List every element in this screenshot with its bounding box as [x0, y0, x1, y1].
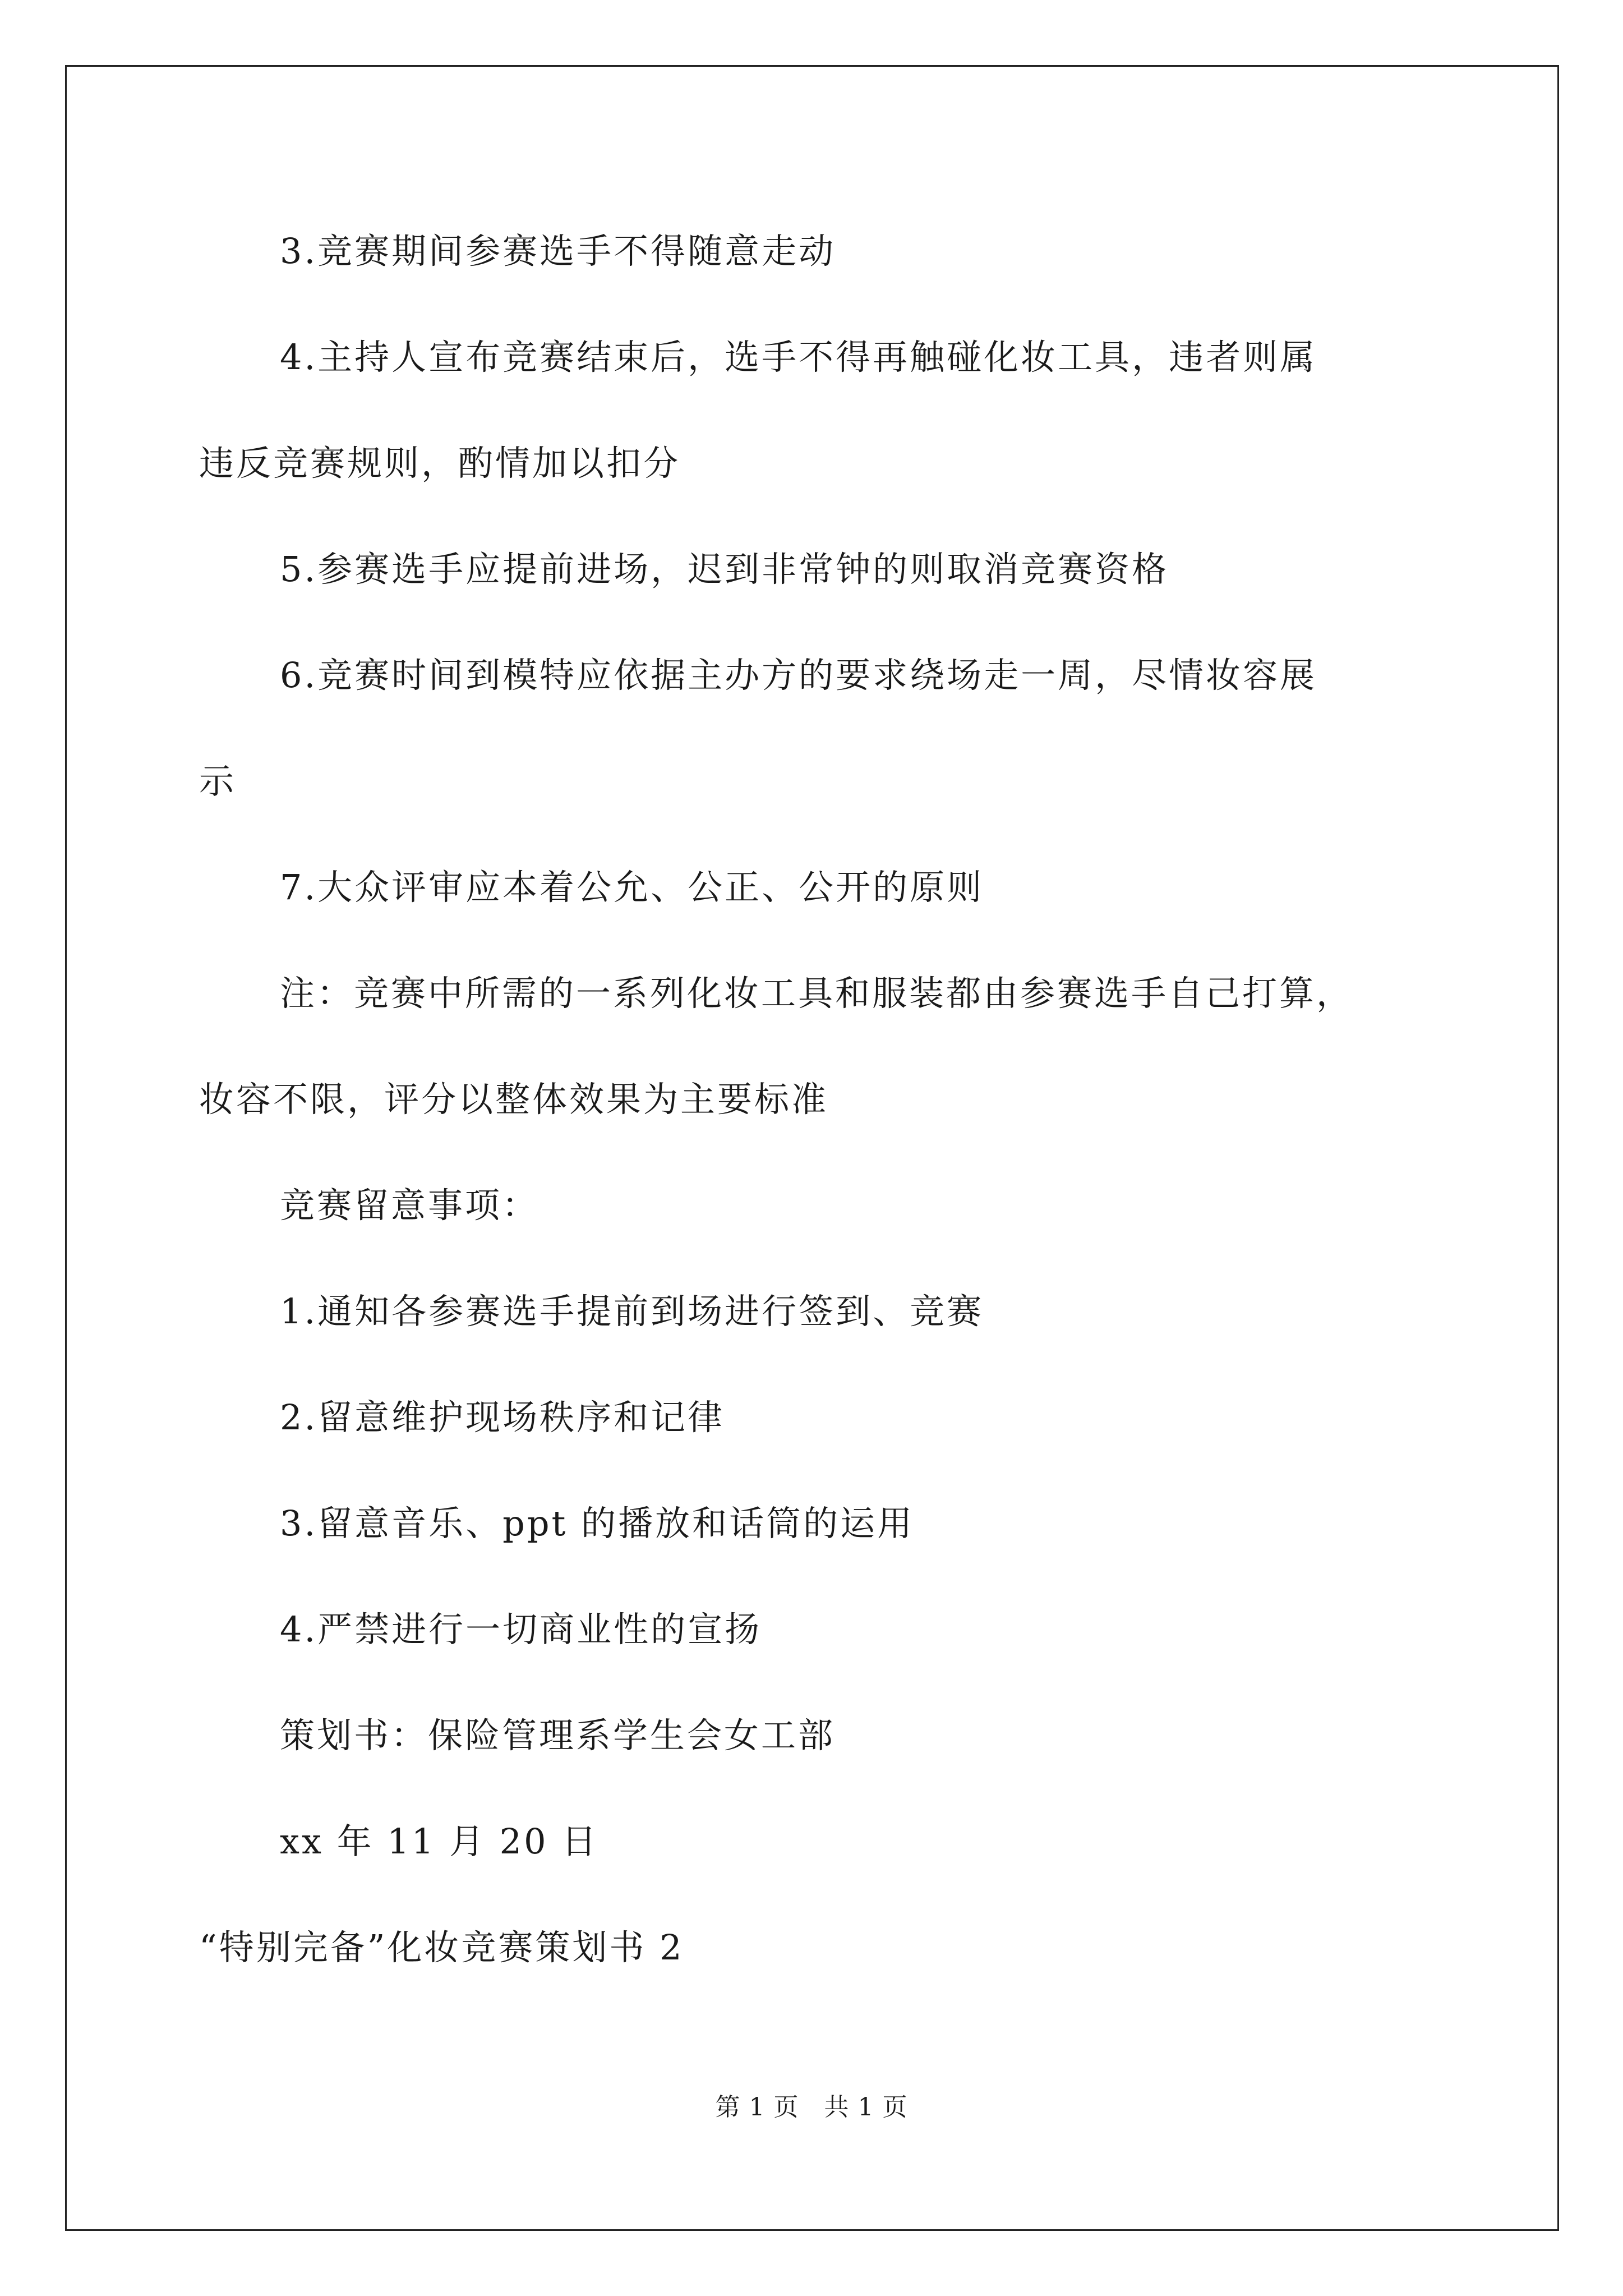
paragraph-line: 7.大众评审应本着公允、公正、公开的原则 [280, 867, 984, 908]
paragraph-line: 3.留意音乐、ppt 的播放和话筒的运用 [280, 1503, 915, 1544]
page-footer: 第 1 页 共 1 页 [715, 2093, 908, 2122]
page-border [65, 65, 1559, 2231]
paragraph-line: 4.严禁进行一切商业性的宣扬 [280, 1609, 762, 1650]
section-heading: 竞赛留意事项： [280, 1185, 540, 1226]
paragraph-line: 示 [199, 761, 237, 802]
paragraph-line: 4.主持人宣布竞赛结束后，选手不得再触碰化妆工具，违者则属 [280, 337, 1317, 378]
paragraph-line: 1.通知各参赛选手提前到场进行签到、竞赛 [280, 1291, 984, 1332]
paragraph-line: 妆容不限，评分以整体效果为主要标准 [199, 1079, 829, 1120]
paragraph-line: 6.竞赛时间到模特应依据主办方的要求绕场走一周，尽情妆容展 [280, 655, 1317, 696]
date-line: xx 年 11 月 20 日 [280, 1821, 599, 1862]
paragraph-line: 违反竞赛规则，酌情加以扣分 [199, 443, 681, 484]
signature-line: 策划书：保险管理系学生会女工部 [280, 1715, 836, 1756]
document-subtitle: “特别完备”化妆竞赛策划书 2 [199, 1927, 684, 1968]
paragraph-line: 注：竞赛中所需的一系列化妆工具和服装都由参赛选手自己打算， [280, 973, 1354, 1014]
paragraph-line: 2.留意维护现场秩序和记律 [280, 1397, 725, 1438]
paragraph-line: 3.竞赛期间参赛选手不得随意走动 [280, 231, 836, 272]
paragraph-line: 5.参赛选手应提前进场，迟到非常钟的则取消竞赛资格 [280, 549, 1169, 590]
